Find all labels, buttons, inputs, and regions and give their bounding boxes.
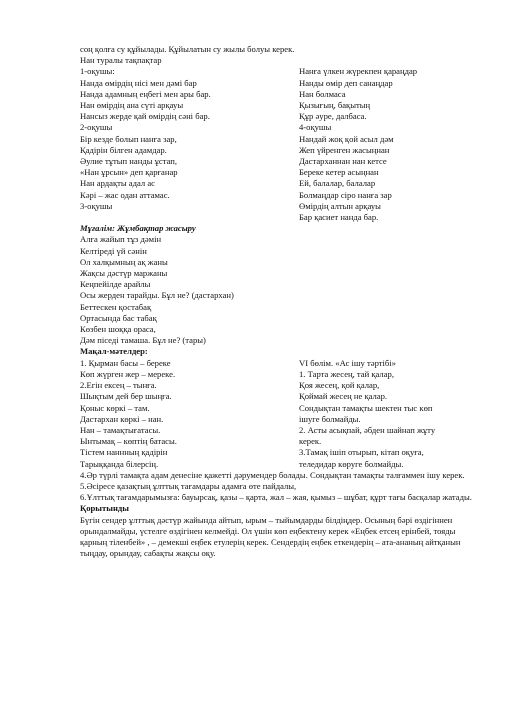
rules-line: теледидар көруге болмайды. [299,458,404,469]
proverbs-columns [80,358,480,470]
riddle-line: Жақсы дәстүр маржаны [80,268,168,279]
proverb-line: Тістем наннның қадірін [80,447,168,458]
riddle-line: Ол халқымның ақ жаны [80,256,168,267]
poem-line: Болмаңдар сіро нанға зар [299,189,392,200]
proverb-line: Қоныс көркі – там. [80,402,150,413]
poem-line: Нансыз жерде қай өмірдің сәні бар. [80,111,210,122]
poem-line: Қадірін білген адамдар. [80,144,167,155]
poem-columns [80,66,480,223]
rules-line: VI бөлім. «Ас ішу тәртібі» [299,357,396,368]
proverb-line: 2.Егін ексең – тынға. [80,380,157,391]
riddles-heading: Мұғалім: Жұмбақтар жасыру [80,223,196,234]
poem-line: Өмірдің алтын арқауы [299,200,381,211]
proverb-line: 1. Қырман басы – береке [80,357,171,368]
poem-line: Қызығың, бақытың [299,100,371,111]
proverb-line: Шықтым дей бер шыңға. [80,391,172,402]
poem-line: Әулие тұтып нанды ұстап, [80,156,178,167]
proverb-line: Дастархан көркі – нан. [80,413,164,424]
riddle-line: Кеңпейілде арайлы [80,279,151,290]
proverb-line: Ынтымақ – көптің батасы. [80,436,177,447]
proverbs-left-column [80,358,299,470]
poem-line: Дастарханнан нан кетсе [299,156,387,167]
riddle-line: Ортасында бас табақ [80,312,157,323]
conclusion-paragraph: Бүгін сендер ұлттық дәстүр жайында айтып, ырым – тыйымдарды білдіңдер. Осының бәрі өздігіннен орындалмайды, үстелге өздігінен келмейді. Ол үшін көп еңбектену керек «Еңбек етсең ерінбей, тояды қарның тіленбей» , – демекші еңбек етулерің керек. Сендердің еңбек еткендерің – ата-ананың айтқанын тыңдау, орындау, сабақты жақсы оқу. [80,514,461,559]
poem-line: 4-оқушы [299,122,332,133]
document-page [80,44,480,559]
rules-line: ішуге болмайды. [299,413,361,424]
poem-line: Жеп үйренген жасыңнан [299,144,390,155]
rules-line: 2. Асты асықпай, әбден шайнап жұту [299,424,436,435]
poem-line: Нанда адамның еңбегі мен ары бар. [80,88,211,99]
poem-line: Бір кезде болып нанға зар, [80,133,177,144]
poem-line: Береке кетер асыңнан [299,167,379,178]
poem-left-column [80,66,299,223]
rules-column [299,358,479,470]
poem-line: Нанды өмір деп санаңдар [299,77,393,88]
point-paragraph: 5.Әсіресе қазақтың ұлттық тағамдары адамға өте пайдалы, [80,480,297,491]
poem-line: Бар қасиет нанда бар. [299,212,379,223]
poem-line: Нан болмаса [299,88,346,99]
poem-line: Кәрі – жас одан аттамас. [80,189,170,200]
rules-line: 3.Тамақ ішіп отырып, кітап оқуға, [299,447,424,458]
conclusion-heading: Қорытынды [80,503,129,514]
riddle-line: Алға жайып тұз дәмін [80,234,162,245]
rules-line: Қоя жесең, қой қалар, [299,380,380,391]
riddle-line: Келтіреді үй сәнін [80,245,147,256]
rules-line: Сондықтан тамақты шектен тыс көп [299,402,433,413]
poem-line: Нан ардақты адал ас [80,178,155,189]
poem-heading: Нан туралы тақпақтар [80,55,162,66]
proverb-line: Көп жүрген жер – мереке. [80,368,176,379]
poem-right-column [299,66,479,223]
poem-line: «Нан ұрсын» деп қарғанар [80,167,178,178]
poem-line: 1-оқушы: [80,66,115,77]
point-paragraph: 4.Әр түрлі тамақта адам денесіне қажетті дәрумендер болады. Сондықтан тамақты талғаммен ішу керек. [80,469,465,480]
poem-line: Құр әуре, далбаса. [299,111,367,122]
intro-line: соң қолға су құйылады. Құйылатын су жылы болуы керек. [80,44,295,54]
point-paragraph: 6.Ұлттық тағамдарымызға: бауырсақ, қазы – қарта, жал – жая, қымыз – шұбат, құрт тағы басқалар жатады. [80,492,472,503]
poem-line: Ей, балалар, балалар [299,178,376,189]
poem-line: 2-оқушы [80,122,113,133]
riddle-line: Дәм піседі тамаша. Бұл не? (тары) [80,335,206,346]
riddle-line: Көзбен шоққа ораса, [80,324,156,335]
proverb-line: Тарыққанда білерсің. [80,458,159,469]
poem-line: Нан өмірдің ана сүті арқауы [80,100,184,111]
poem-line: Нанда өмірдің нісі мен дәмі бар [80,77,197,88]
poem-line: Нандай жоқ қой асыл дәм [299,133,394,144]
rules-line: 1. Тарта жесең, тай қалар, [299,368,394,379]
proverb-line: Нан – тамақтығатасы. [80,424,161,435]
proverbs-heading: Мақал-мәтелдер: [80,346,148,357]
rules-line: Қоймай жесең не қалар. [299,391,388,402]
riddle-line: Беттескен қостабақ [80,301,152,312]
poem-line: Нанға үлкен жүрекпен қараңдар [299,66,418,77]
riddle-line: Осы жерден тарайды. Бұл не? (дастархан) [80,290,234,301]
rules-line: керек. [299,436,322,447]
poem-line: 3-оқушы [80,200,113,211]
